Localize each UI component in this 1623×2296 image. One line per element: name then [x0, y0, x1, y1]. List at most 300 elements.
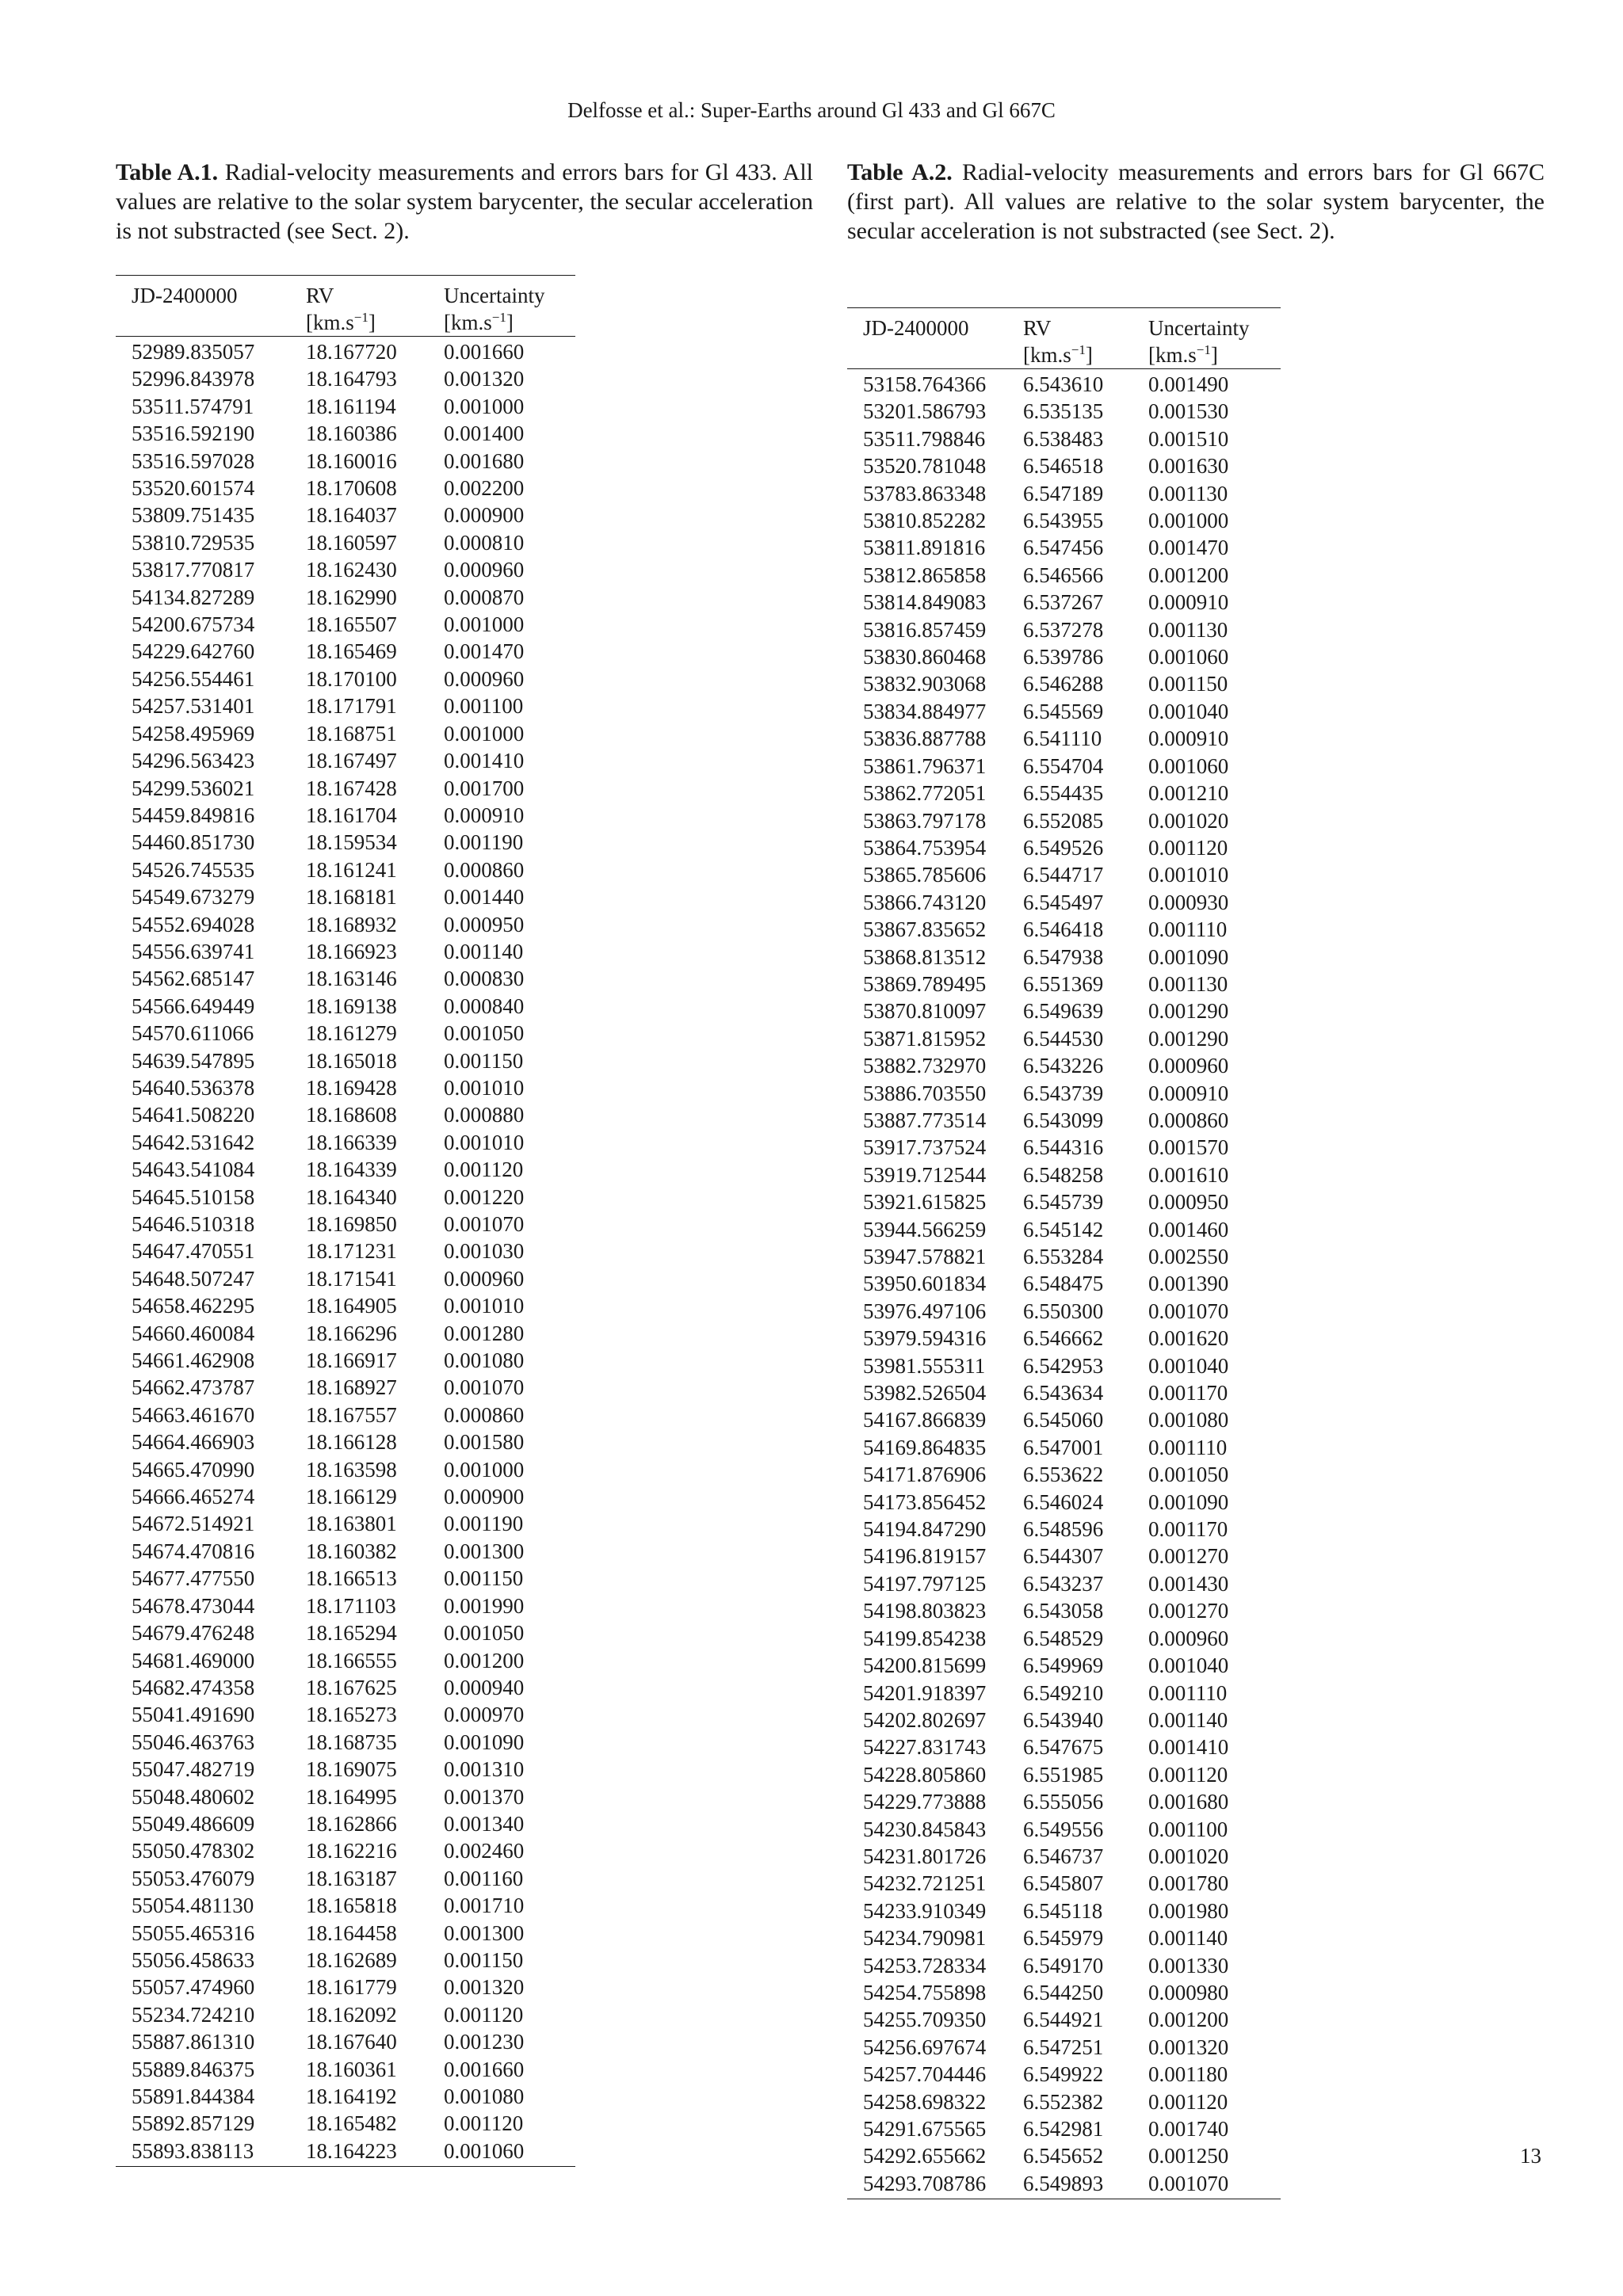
jd-cell: 54194.847290: [863, 1517, 987, 1542]
jd-cell: 54296.563423: [132, 749, 255, 773]
jd-cell: 54640.536378: [132, 1075, 255, 1100]
jd-cell: 54198.803823: [863, 1599, 987, 1623]
jd-cell: 55048.480602: [132, 1784, 255, 1809]
uncertainty-cell: 0.001000: [444, 394, 525, 418]
table-row: [847, 834, 1281, 861]
jd-cell: 54663.461670: [132, 1402, 255, 1427]
table-a2-body: [847, 369, 1281, 2199]
table-row: [847, 670, 1281, 697]
table-row: [847, 589, 1281, 616]
table-row: [116, 1837, 575, 1864]
jd-cell: 53976.497106: [863, 1299, 987, 1323]
uncertainty-cell: 0.001660: [444, 340, 525, 364]
table-a1-wrapper: [116, 275, 575, 2167]
jd-cell: 53868.813512: [863, 944, 987, 969]
jd-cell: 54234.790981: [863, 1926, 987, 1951]
table-row: [116, 938, 575, 965]
uncertainty-cell: 0.001980: [1148, 1898, 1229, 1923]
table-row: [847, 889, 1281, 916]
rv-cell: 6.543634: [1023, 1381, 1104, 1405]
jd-cell: 54169.864835: [863, 1435, 987, 1459]
jd-cell: 52989.835057: [132, 340, 255, 364]
rv-cell: 6.555056: [1023, 1790, 1104, 1814]
table-row: [116, 883, 575, 910]
table-row: [116, 502, 575, 528]
rv-cell: 6.549210: [1023, 1680, 1104, 1705]
jd-cell: 53836.887788: [863, 727, 987, 751]
table-row: [847, 1570, 1281, 1597]
uncertainty-cell: 0.001180: [1148, 2062, 1228, 2087]
table-row: [116, 993, 575, 1020]
uncertainty-cell: 0.001010: [444, 1130, 525, 1154]
jd-cell: 54678.473044: [132, 1593, 255, 1618]
table-row: [847, 1216, 1281, 1243]
rv-cell: 6.549969: [1023, 1653, 1104, 1678]
jd-cell: 53871.815952: [863, 1026, 987, 1051]
jd-cell: 53870.810097: [863, 999, 987, 1024]
uncertainty-cell: 0.000960: [444, 1266, 525, 1291]
jd-cell: 54201.918397: [863, 1680, 987, 1705]
uncertainty-cell: 0.000970: [444, 1703, 525, 1727]
rv-cell: 18.171103: [306, 1593, 396, 1618]
rv-cell: 6.535135: [1023, 399, 1104, 424]
table-row: [847, 807, 1281, 834]
uncertainty-cell: 0.000910: [444, 803, 525, 827]
uncertainty-cell: 0.001610: [1148, 1162, 1229, 1187]
rv-cell: 6.545652: [1023, 2144, 1104, 2168]
table-a1-label: Table A.1.: [116, 159, 219, 185]
uncertainty-cell: 0.000980: [1148, 1980, 1229, 2004]
uncertainty-cell: 0.001200: [1148, 563, 1229, 587]
uncertainty-cell: 0.001150: [444, 1566, 524, 1591]
uncertainty-cell: 0.001290: [1148, 1026, 1229, 1051]
uncertainty-cell: 0.001140: [444, 939, 524, 963]
rv-cell: 6.548258: [1023, 1162, 1104, 1187]
unit-exponent: −1: [353, 310, 369, 325]
rv-cell: 6.545497: [1023, 890, 1104, 914]
jd-cell: 54526.745535: [132, 857, 255, 882]
jd-cell: 54660.460084: [132, 1321, 255, 1345]
rv-cell: 18.161194: [306, 394, 396, 418]
uncertainty-cell: 0.001130: [1148, 481, 1228, 505]
table-row: [116, 1865, 575, 1892]
rv-cell: 18.164458: [306, 1920, 397, 1945]
jd-cell: 53516.597028: [132, 448, 255, 473]
rv-cell: 6.552085: [1023, 808, 1104, 833]
jd-cell: 53867.835652: [863, 917, 987, 942]
table-row: [847, 2115, 1281, 2142]
jd-cell: 53921.615825: [863, 1190, 987, 1215]
uncertainty-cell: 0.001170: [1148, 1381, 1228, 1405]
table-a2-header-uncertainty: Uncertainty: [1148, 308, 1281, 342]
table-row: [116, 638, 575, 665]
table-row: [847, 616, 1281, 643]
rv-cell: 18.169138: [306, 994, 397, 1018]
rv-cell: 18.169850: [306, 1212, 397, 1236]
jd-cell: 53979.594316: [863, 1326, 987, 1351]
uncertainty-cell: 0.001190: [444, 830, 524, 855]
jd-cell: 53817.770817: [132, 558, 255, 582]
rv-cell: 18.164995: [306, 1784, 397, 1809]
table-row: [116, 720, 575, 747]
table-row: [116, 556, 575, 583]
uncertainty-cell: 0.001110: [1148, 1680, 1228, 1705]
uncertainty-cell: 0.001120: [444, 2002, 524, 2027]
uncertainty-cell: 0.001080: [1148, 1408, 1229, 1432]
table-row: [116, 1320, 575, 1347]
rv-cell: 18.171231: [306, 1239, 397, 1264]
table-row: [116, 1592, 575, 1619]
jd-cell: 54255.709350: [863, 2008, 987, 2032]
jd-cell: 54197.797125: [863, 1571, 987, 1596]
table-row: [847, 1052, 1281, 1079]
rv-cell: 6.546737: [1023, 1844, 1104, 1868]
page-number: 13: [1520, 2144, 1541, 2168]
rv-cell: 18.168932: [306, 912, 397, 936]
table-row: [847, 1979, 1281, 2006]
jd-cell: 54228.805860: [863, 1762, 987, 1787]
table-row: [116, 829, 575, 856]
jd-cell: 53834.884977: [863, 699, 987, 723]
jd-cell: 54460.851730: [132, 830, 255, 855]
jd-cell: 54200.675734: [132, 612, 255, 637]
rv-cell: 18.160382: [306, 1539, 397, 1563]
uncertainty-cell: 0.001070: [1148, 1299, 1229, 1323]
rv-cell: 18.167428: [306, 776, 397, 800]
rv-cell: 6.547251: [1023, 2035, 1104, 2059]
jd-cell: 55893.838113: [132, 2138, 254, 2163]
table-row: [116, 747, 575, 774]
table-row: [116, 1020, 575, 1047]
jd-cell: 54646.510318: [132, 1212, 255, 1236]
rv-cell: 6.545807: [1023, 1871, 1104, 1896]
table-row: [116, 856, 575, 883]
rv-cell: 6.553622: [1023, 1463, 1104, 1487]
uncertainty-cell: 0.000960: [444, 666, 525, 691]
table-row: [847, 1352, 1281, 1379]
table-row: [116, 1292, 575, 1319]
uncertainty-cell: 0.001120: [1148, 835, 1228, 860]
rv-cell: 18.167557: [306, 1402, 397, 1427]
uncertainty-cell: 0.001220: [444, 1184, 525, 1209]
jd-cell: 53947.578821: [863, 1245, 987, 1268]
table-row: [116, 475, 575, 502]
jd-cell: 53981.555311: [863, 1353, 986, 1378]
uncertainty-cell: 0.001090: [444, 1730, 525, 1754]
table-row: [847, 725, 1281, 752]
rv-cell: 18.165507: [306, 612, 397, 637]
uncertainty-cell: 0.001150: [444, 1048, 524, 1073]
jd-cell: 54552.694028: [132, 912, 255, 936]
uncertainty-cell: 0.001990: [444, 1593, 525, 1618]
table-row: [847, 452, 1281, 479]
table-row: [116, 1565, 575, 1592]
uncertainty-cell: 0.001140: [1148, 1926, 1228, 1951]
jd-cell: 53886.703550: [863, 1081, 987, 1105]
table-row: [116, 1619, 575, 1646]
table-row: [847, 1107, 1281, 1134]
rv-cell: 6.545118: [1023, 1898, 1103, 1923]
uncertainty-cell: 0.001120: [444, 2111, 524, 2136]
rv-cell: 18.168181: [306, 885, 397, 910]
uncertainty-cell: 0.001010: [1148, 863, 1229, 887]
jd-cell: 53882.732970: [863, 1054, 987, 1078]
table-row: [116, 1810, 575, 1837]
table-row: [116, 1729, 575, 1756]
uncertainty-cell: 0.000910: [1148, 1081, 1229, 1105]
table-a2-unit-jd: [847, 341, 1023, 369]
jd-cell: 54256.697674: [863, 2035, 987, 2059]
jd-cell: 54658.462295: [132, 1294, 255, 1318]
table-row: [847, 1134, 1281, 1161]
uncertainty-cell: 0.001630: [1148, 454, 1229, 479]
uncertainty-cell: 0.000880: [444, 1103, 525, 1127]
uncertainty-cell: 0.000860: [1148, 1108, 1229, 1132]
rv-cell: 18.159534: [306, 830, 397, 855]
table-row: [116, 2138, 575, 2167]
rv-cell: 6.549893: [1023, 2171, 1104, 2195]
jd-cell: 54665.470990: [132, 1457, 255, 1482]
uncertainty-cell: 0.001440: [444, 885, 525, 910]
rv-cell: 18.165018: [306, 1048, 397, 1073]
jd-cell: 53816.857459: [863, 617, 987, 642]
table-row: [116, 1101, 575, 1128]
uncertainty-cell: 0.001120: [1148, 2089, 1228, 2114]
jd-cell: 54299.536021: [132, 776, 255, 800]
rv-cell: 18.167640: [306, 2030, 397, 2054]
uncertainty-cell: 0.001320: [1148, 2035, 1229, 2059]
jd-cell: 53917.737524: [863, 1135, 987, 1160]
rv-cell: 6.543610: [1023, 372, 1104, 396]
uncertainty-cell: 0.001130: [1148, 617, 1228, 642]
uncertainty-cell: 0.000930: [1148, 890, 1229, 914]
uncertainty-cell: 0.000960: [444, 558, 525, 582]
rv-cell: 6.548596: [1023, 1517, 1104, 1542]
jd-cell: 54639.547895: [132, 1048, 255, 1073]
table-row: [116, 393, 575, 420]
jd-cell: 53520.601574: [132, 476, 255, 501]
rv-cell: 6.544307: [1023, 1544, 1104, 1569]
uncertainty-cell: 0.001660: [444, 2057, 525, 2081]
rv-cell: 18.166339: [306, 1130, 397, 1154]
left-column: [116, 158, 814, 2163]
table-row: [116, 1238, 575, 1264]
uncertainty-cell: 0.001230: [444, 2030, 525, 2054]
table-a1-caption-text: Radial-velocity measurements and errors bars for Gl 433. All values are relative to the solar system barycenter, the secular acceleration is not substracted (see Sect. 2).: [116, 159, 814, 244]
running-head: Delfosse et al.: Super-Earths around Gl 433 and Gl 667C: [567, 98, 1056, 122]
uncertainty-cell: 0.001740: [1148, 2117, 1229, 2141]
jd-cell: 55055.465316: [132, 1920, 255, 1945]
uncertainty-cell: 0.001470: [1148, 536, 1229, 560]
jd-cell: 54562.685147: [132, 967, 255, 991]
rv-cell: 18.167625: [306, 1675, 397, 1699]
rv-cell: 6.551369: [1023, 971, 1104, 996]
table-a2: [847, 307, 1281, 2199]
rv-cell: 18.170608: [306, 476, 397, 501]
table-row: [847, 1761, 1281, 1788]
uncertainty-cell: 0.002550: [1148, 1245, 1229, 1268]
jd-cell: 55050.478302: [132, 1839, 255, 1863]
uncertainty-cell: 0.001130: [1148, 971, 1228, 996]
rv-cell: 6.542953: [1023, 1353, 1104, 1378]
rv-cell: 18.168608: [306, 1103, 397, 1127]
uncertainty-cell: 0.000840: [444, 994, 525, 1018]
jd-cell: 53944.566259: [863, 1217, 987, 1241]
rv-cell: 6.545569: [1023, 699, 1104, 723]
rv-cell: 18.166296: [306, 1321, 397, 1345]
rv-cell: 6.543058: [1023, 1599, 1104, 1623]
table-row: [847, 1897, 1281, 1924]
rv-cell: 18.162689: [306, 1947, 397, 1972]
table-row: [116, 1074, 575, 1101]
uncertainty-cell: 0.001700: [444, 776, 525, 800]
table-a2-caption-text: Radial-velocity measurements and errors bars for Gl 667C (first part). All values are relative to the solar system barycenter, the secular acceleration is not substracted (see Sect. 2).: [847, 159, 1545, 244]
table-row: [847, 1788, 1281, 1815]
uncertainty-cell: 0.000960: [1148, 1054, 1229, 1078]
jd-cell: 54674.470816: [132, 1539, 255, 1563]
uncertainty-cell: 0.001140: [1148, 1707, 1228, 1732]
uncertainty-cell: 0.000860: [444, 857, 525, 882]
uncertainty-cell: 0.001390: [1148, 1272, 1229, 1296]
uncertainty-cell: 0.001330: [1148, 1953, 1229, 1978]
jd-cell: 54199.854238: [863, 1626, 987, 1650]
rv-cell: 18.164793: [306, 367, 397, 391]
jd-cell: 54681.469000: [132, 1648, 255, 1672]
table-row: [847, 861, 1281, 888]
rv-cell: 6.543739: [1023, 1081, 1104, 1105]
rv-cell: 18.166129: [306, 1485, 397, 1509]
rv-cell: 18.161241: [306, 857, 397, 882]
table-row: [116, 365, 575, 392]
uncertainty-cell: 0.001710: [444, 1894, 525, 1918]
jd-cell: 53863.797178: [863, 808, 987, 833]
uncertainty-cell: 0.001020: [1148, 808, 1229, 833]
rv-cell: 18.166513: [306, 1566, 397, 1591]
rv-cell: 18.168735: [306, 1730, 397, 1754]
table-row: [116, 448, 575, 475]
uncertainty-cell: 0.000870: [444, 585, 525, 609]
table-row: [116, 1184, 575, 1211]
jd-cell: 53919.712544: [863, 1162, 987, 1187]
table-a2-caption: [847, 158, 1545, 246]
table-row: [116, 1756, 575, 1783]
rv-cell: 18.162216: [306, 1839, 397, 1863]
uncertainty-cell: 0.001030: [444, 1239, 525, 1264]
jd-cell: 54643.541084: [132, 1158, 255, 1182]
jd-cell: 53783.863348: [863, 481, 987, 505]
jd-cell: 53832.903068: [863, 672, 987, 696]
table-row: [847, 1597, 1281, 1624]
rv-cell: 6.547001: [1023, 1435, 1104, 1459]
table-row: [847, 1680, 1281, 1707]
table-row: [116, 611, 575, 638]
unit-text: [km.s: [444, 311, 492, 334]
table-row: [847, 1379, 1281, 1406]
rv-cell: 6.545060: [1023, 1408, 1104, 1432]
jd-cell: 54647.470551: [132, 1239, 255, 1264]
jd-cell: 54642.531642: [132, 1130, 255, 1154]
jd-cell: 53865.785606: [863, 863, 987, 887]
table-row: [116, 584, 575, 611]
table-row: [116, 1129, 575, 1156]
uncertainty-cell: 0.000860: [444, 1402, 525, 1427]
rv-cell: 18.166923: [306, 939, 397, 963]
rv-cell: 6.546662: [1023, 1326, 1104, 1351]
rv-cell: 6.544530: [1023, 1026, 1104, 1051]
jd-cell: 53520.781048: [863, 454, 987, 479]
jd-cell: 54232.721251: [863, 1871, 987, 1896]
uncertainty-cell: 0.000940: [444, 1675, 525, 1699]
rv-cell: 6.543226: [1023, 1054, 1104, 1078]
uncertainty-cell: 0.001040: [1148, 699, 1229, 723]
uncertainty-cell: 0.001200: [444, 1648, 525, 1672]
table-row: [847, 971, 1281, 997]
jd-cell: 53814.849083: [863, 590, 987, 615]
table-a1-header-rv: RV: [306, 276, 444, 310]
unit-close: ]: [1085, 343, 1093, 367]
rv-cell: 6.545142: [1023, 1217, 1104, 1241]
rv-cell: 18.162092: [306, 2002, 397, 2027]
jd-cell: 55056.458633: [132, 1947, 255, 1972]
table-row: [847, 753, 1281, 780]
uncertainty-cell: 0.001780: [1148, 1871, 1229, 1896]
uncertainty-cell: 0.001070: [1148, 2171, 1229, 2195]
uncertainty-cell: 0.001290: [1148, 999, 1229, 1024]
rv-cell: 6.543099: [1023, 1108, 1104, 1132]
table-row: [847, 1243, 1281, 1270]
table-row: [847, 2142, 1281, 2169]
rv-cell: 6.547938: [1023, 944, 1104, 969]
rv-cell: 6.544717: [1023, 863, 1104, 887]
jd-cell: 55054.481130: [132, 1894, 254, 1918]
uncertainty-cell: 0.000910: [1148, 727, 1229, 751]
table-row: [116, 1402, 575, 1428]
table-row: [116, 965, 575, 992]
uncertainty-cell: 0.001050: [444, 1621, 525, 1646]
uncertainty-cell: 0.001530: [1148, 399, 1229, 424]
table-row: [847, 480, 1281, 507]
table-a1-unit-uncertainty: [444, 309, 575, 337]
table-row: [847, 1406, 1281, 1433]
rv-cell: 6.549922: [1023, 2062, 1104, 2087]
jd-cell: 55892.857129: [132, 2111, 255, 2136]
rv-cell: 6.552382: [1023, 2089, 1104, 2114]
jd-cell: 53511.798846: [863, 426, 986, 451]
jd-cell: 54641.508220: [132, 1103, 255, 1127]
uncertainty-cell: 0.001010: [444, 1075, 525, 1100]
jd-cell: 53869.789495: [863, 971, 987, 996]
rv-cell: 6.546566: [1023, 563, 1104, 587]
rv-cell: 6.548475: [1023, 1272, 1104, 1296]
jd-cell: 54291.675565: [863, 2117, 987, 2141]
table-row: [116, 1510, 575, 1537]
uncertainty-cell: 0.001430: [1148, 1571, 1229, 1596]
uncertainty-cell: 0.001410: [1148, 1735, 1229, 1760]
rv-cell: 6.544921: [1023, 2008, 1104, 2032]
table-row: [847, 2170, 1281, 2199]
jd-cell: 53810.852282: [863, 509, 987, 533]
rv-cell: 6.546418: [1023, 917, 1104, 942]
uncertainty-cell: 0.001000: [444, 612, 525, 637]
table-row: [847, 1733, 1281, 1760]
table-row: [116, 420, 575, 447]
uncertainty-cell: 0.001170: [1148, 1517, 1228, 1542]
table-row: [116, 1674, 575, 1701]
jd-cell: 55234.724210: [132, 2002, 255, 2027]
table-row: [847, 1543, 1281, 1569]
uncertainty-cell: 0.001270: [1148, 1599, 1229, 1623]
jd-cell: 53950.601834: [863, 1272, 987, 1296]
